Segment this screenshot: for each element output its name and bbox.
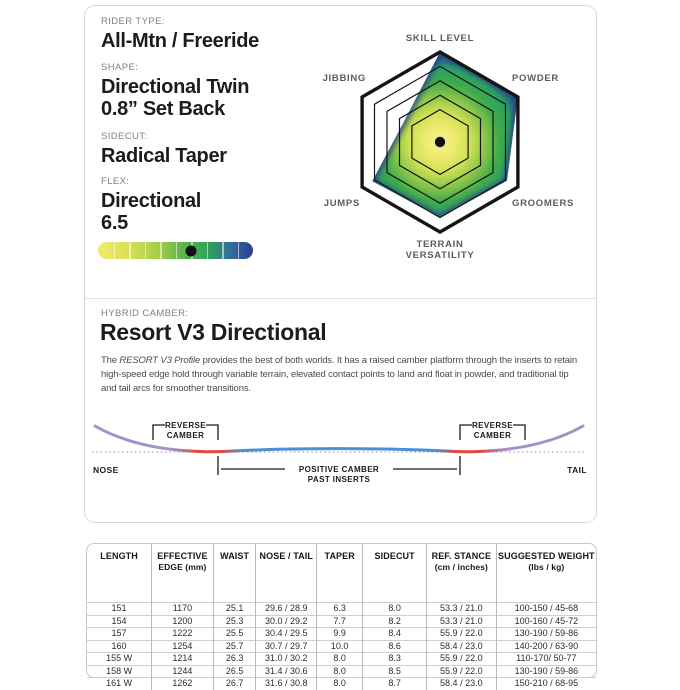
table-cell: 6.3 [317,603,363,616]
table-cell: 110-170/ 50-77 [496,653,596,666]
table-cell: 29.6 / 28.9 [256,603,317,616]
size-spec-table [87,544,596,690]
table-cell: 31.6 / 30.8 [256,678,317,690]
table-cell: 8.7 [363,678,427,690]
table-cell: 58.4 / 23.0 [426,640,496,653]
table-cell: 55.9 / 22.0 [426,665,496,678]
table-row [87,603,596,616]
table-cell: 8.6 [363,640,427,653]
table-cell: 55.9 / 22.0 [426,628,496,641]
spec-rider-type [101,16,259,52]
table-cell: 1170 [152,603,214,616]
column-header: NOSE / TAIL [256,544,317,603]
table-cell: 53.3 / 21.0 [426,615,496,628]
desc-prefix: The [101,355,120,366]
camber-title: Resort V3 Directional [100,319,327,345]
table-row [87,665,596,678]
positive-camber-label: PAST INSERTS [307,475,371,484]
table-cell: 1222 [152,628,214,641]
spec-value: 6.5 [101,212,128,234]
radar-label-jibbing: JIBBING [322,73,366,84]
table-cell: 8.3 [363,653,427,666]
flex-segment-divider [207,242,209,259]
table-cell: 30.7 / 29.7 [256,640,317,653]
spec-label: FLEX: [101,176,130,187]
spec-label: RIDER TYPE: [101,16,165,27]
desc-profile-name: RESORT V3 Profile [119,355,201,366]
column-header: TAPER [317,544,363,603]
table-cell: 31.0 / 30.2 [256,653,317,666]
table-cell: 157 [87,628,152,641]
table-cell: 130-190 / 59-86 [496,628,596,641]
column-header: SUGGESTED WEIGHT (lbs / kg) [496,544,596,603]
column-header: LENGTH [100,551,138,561]
table-cell: 26.7 [213,678,256,690]
table-row [87,678,596,690]
reverse-camber-label-right: CAMBER [473,431,512,440]
tail-label: TAIL [567,465,587,475]
table-cell: 151 [87,603,152,616]
table-cell: 25.3 [213,615,256,628]
radar-center-dot [435,137,445,147]
reverse-camber-label-right: REVERSE [471,421,514,430]
table-cell: 1254 [152,640,214,653]
table-cell: 8.0 [317,653,363,666]
table-cell: 9.9 [317,628,363,641]
flex-segment-divider [160,242,162,259]
column-header: EFFECTIVE EDGE (mm) [152,544,214,603]
spec-sidecut [101,131,227,167]
column-header: REF. STANCE (cm / inches) [426,544,496,603]
table-cell: 10.0 [317,640,363,653]
spec-value: Directional [101,190,202,212]
table-cell: 150-210 / 68-95 [496,678,596,690]
table-cell: 26.3 [213,653,256,666]
positive-camber-label: POSITIVE CAMBER [298,465,380,474]
size-spec-table-wrap [86,543,597,689]
flex-segment-divider [129,242,131,259]
table-cell: 30.4 / 29.5 [256,628,317,641]
flex-segment-divider [222,242,224,259]
table-cell: 25.7 [213,640,256,653]
table-cell: 1244 [152,665,214,678]
table-cell: 1262 [152,678,214,690]
flex-segment-divider [238,242,240,259]
table-cell: 8.5 [363,665,427,678]
radar-label-groomers: GROOMERS [512,198,575,209]
camber-section-label: HYBRID CAMBER: [101,308,189,319]
table-cell: 154 [87,615,152,628]
table-cell: 8.4 [363,628,427,641]
camber-profile-diagram [88,412,597,487]
table-cell: 8.0 [317,678,363,690]
table-cell: 26.5 [213,665,256,678]
table-row [87,653,596,666]
table-cell: 8.0 [363,603,427,616]
table-cell: 7.7 [317,615,363,628]
spec-value: Directional Twin [101,76,250,98]
table-cell: 30.0 / 29.2 [256,615,317,628]
table-cell: 1214 [152,653,214,666]
table-cell: 140-200 / 63-90 [496,640,596,653]
nose-label: NOSE [93,465,119,475]
section-divider [85,298,596,299]
table-cell: 100-160 / 45-72 [496,615,596,628]
flex-meter-dot [186,245,197,256]
table-row [87,640,596,653]
table-cell: 8.2 [363,615,427,628]
spec-label: SHAPE: [101,62,139,73]
table-cell: 55.9 / 22.0 [426,653,496,666]
table-cell: 155 W [87,653,152,666]
camber-description [101,354,583,395]
spec-flex [101,176,201,234]
flex-segment-divider [145,242,147,259]
table-cell: 100-150 / 45-68 [496,603,596,616]
column-header: WAIST [213,544,256,603]
radar-label-powder: POWDER [512,73,559,84]
spec-value: All-Mtn / Freeride [101,30,259,52]
table-row [87,615,596,628]
table-cell: 160 [87,640,152,653]
table-cell: 31.4 / 30.6 [256,665,317,678]
desc-rest: provides the best of both worlds. It has a raised camber platform through the inserts to retain high-speed edge hold through variable terrain, elevated contact points to land and float in powder, and traditional tip and tail arcs for smoother transitions. [101,355,578,394]
table-cell: 158 W [87,665,152,678]
radar-label-terrain-versatility: TERRAIN VERSATILITY [405,239,475,261]
spec-label: SIDECUT: [101,131,148,142]
table-cell: 25.5 [213,628,256,641]
table-cell: 161 W [87,678,152,690]
flex-segment-divider [176,242,178,259]
table-cell: 8.0 [317,665,363,678]
radar-label-jumps: JUMPS [323,198,360,209]
table-cell: 53.3 / 21.0 [426,603,496,616]
spec-shape [101,62,249,120]
ability-radar-chart [330,36,550,248]
reverse-camber-label-left: CAMBER [166,431,205,440]
table-cell: 58.4 / 23.0 [426,678,496,690]
flex-meter-bar [98,242,253,259]
table-cell: 25.1 [213,603,256,616]
radar-label-skill-level: SKILL LEVEL [405,33,475,44]
table-cell: 130-190 / 59-86 [496,665,596,678]
column-header: SIDECUT [363,544,427,603]
spec-value: Radical Taper [101,145,227,167]
table-cell: 1200 [152,615,214,628]
reverse-camber-label-left: REVERSE [164,421,207,430]
spec-value: 0.8” Set Back [101,98,225,120]
table-row [87,628,596,641]
flex-segment-divider [114,242,116,259]
